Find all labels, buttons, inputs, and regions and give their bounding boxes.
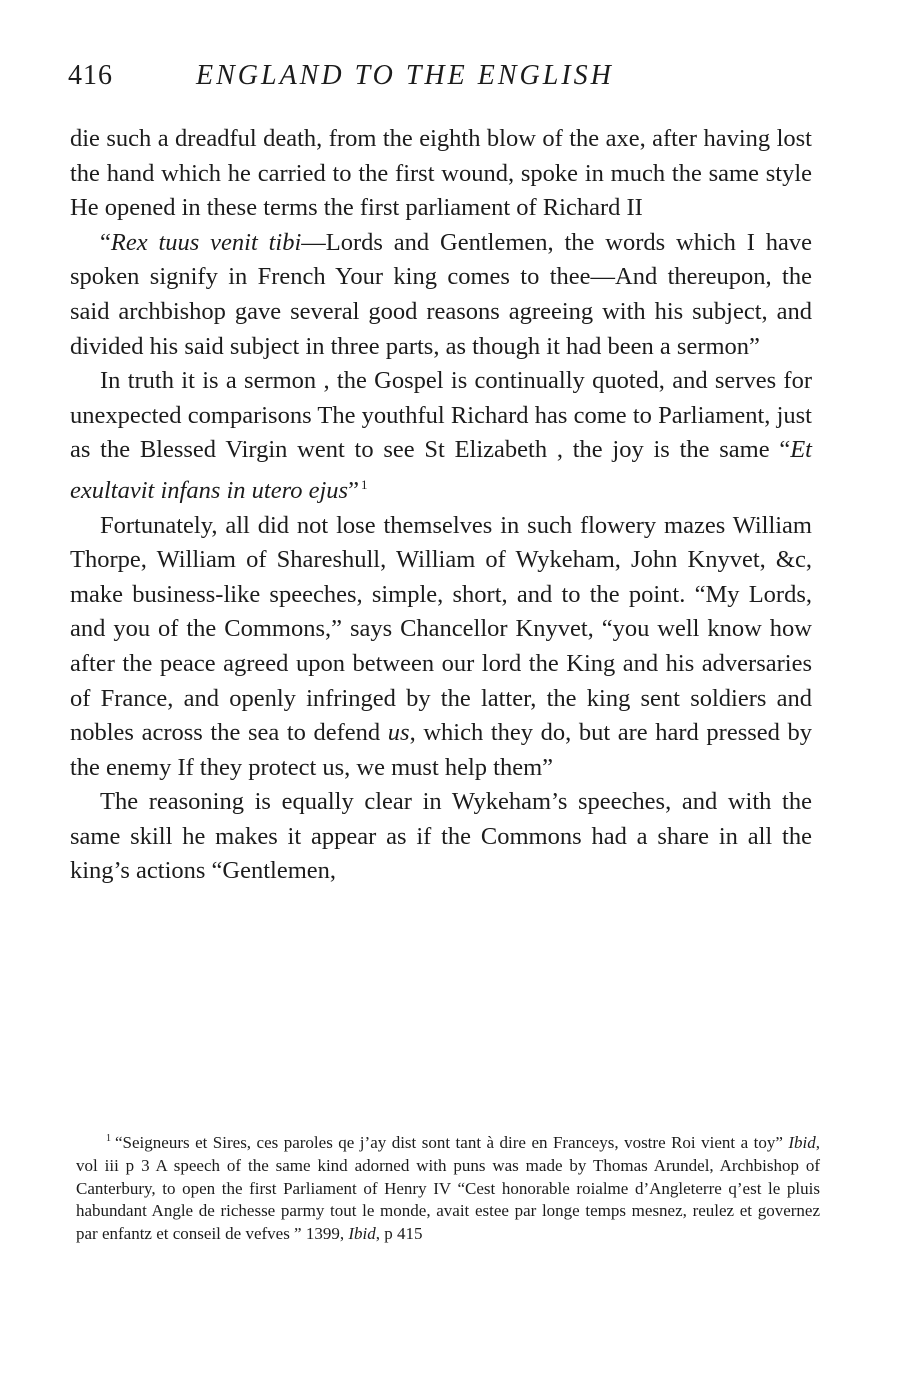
paragraph-2: [70, 226, 812, 364]
page-header: [68, 60, 828, 100]
footnote-text-2: , vol iii p 3 A speech of the same kind adorned with puns was made by Thomas Arundel, Archbishop of Canterbury, to open the first Parliament of Henry IV “Cest honorable roialme d’Angleterre q’est le pluis habundant Angle de richesse parmy tout le monde, avait estee par longe temps mesnez, reulez et governez par enfantz et conseil de vefves ” 1399,: [76, 1133, 820, 1244]
ibid-citation-2: Ibid: [348, 1224, 376, 1244]
paragraph-4: [70, 509, 812, 786]
paragraph-3: [70, 364, 812, 508]
footnote-text-3: , p 415: [375, 1224, 423, 1244]
footnote-mark: 1: [106, 1133, 111, 1144]
paragraph-4-text-end: , which they do, but are hard pressed by the enemy If they protect us, we must help them”: [70, 719, 813, 781]
paragraph-3-text: In truth it is a sermon , the Gospel is continually quoted, and serves for unexpected comparisons The youthful Richard has come to Parliament, just as the Blessed Virgin went to see St Elizabeth , the joy is the same “: [70, 367, 812, 464]
paragraph-2-text: —Lords and Gentlemen, the words which I have spoken signify in French Your king comes to thee—And thereupon, the said archbishop gave several good reasons agreeing with his subject, and divided his said subject in three parts, as though it had been a sermon”: [70, 228, 812, 360]
running-title: ENGLAND TO THE ENGLISH: [196, 60, 614, 91]
latin-quote: Et exultavit infans in utero ejus: [70, 436, 812, 504]
ibid-citation: Ibid: [788, 1133, 816, 1152]
footnote-reference: 1: [360, 476, 368, 492]
page-number: 416: [68, 60, 113, 91]
paragraph-4-text: Fortunately, all did not lose themselves in such flowery mazes William Thorpe, William of Shareshull, William of Wykeham, John Knyvet, &c, make business-like speeches, simple, short, and to the point. “My Lords, and you of the Commons,” says Chancellor Knyvet, “you well know how after the peace agreed upon between our lord the King and his adversaries of France, and openly infringed by the latter, the king sent soldiers and nobles across the sea to defend: [70, 511, 812, 747]
latin-quote: Rex tuus venit tibi: [110, 228, 302, 256]
paragraph-5: The reasoning is equally clear in Wykeham’s speeches, and with the same skill he makes it appear as if the Commons had a share in all the king’s actions “Gentlemen,: [70, 788, 812, 885]
body-text: [70, 122, 812, 889]
emphasis-us: us: [387, 719, 410, 747]
footnote-text: “Seigneurs et Sires, ces paroles qe j’ay dist sont tant à dire en Franceys, vostre Roi vient a toy”: [115, 1133, 789, 1152]
open-quote: “: [100, 228, 111, 256]
close-quote: ”: [348, 476, 359, 504]
footnote: [76, 1128, 820, 1246]
paragraph-1: die such a dreadful death, from the eighth blow of the axe, after having lost the hand which he carried to the first wound, spoke in much the same style He opened in these terms the first parliament of Richard II: [70, 125, 812, 222]
